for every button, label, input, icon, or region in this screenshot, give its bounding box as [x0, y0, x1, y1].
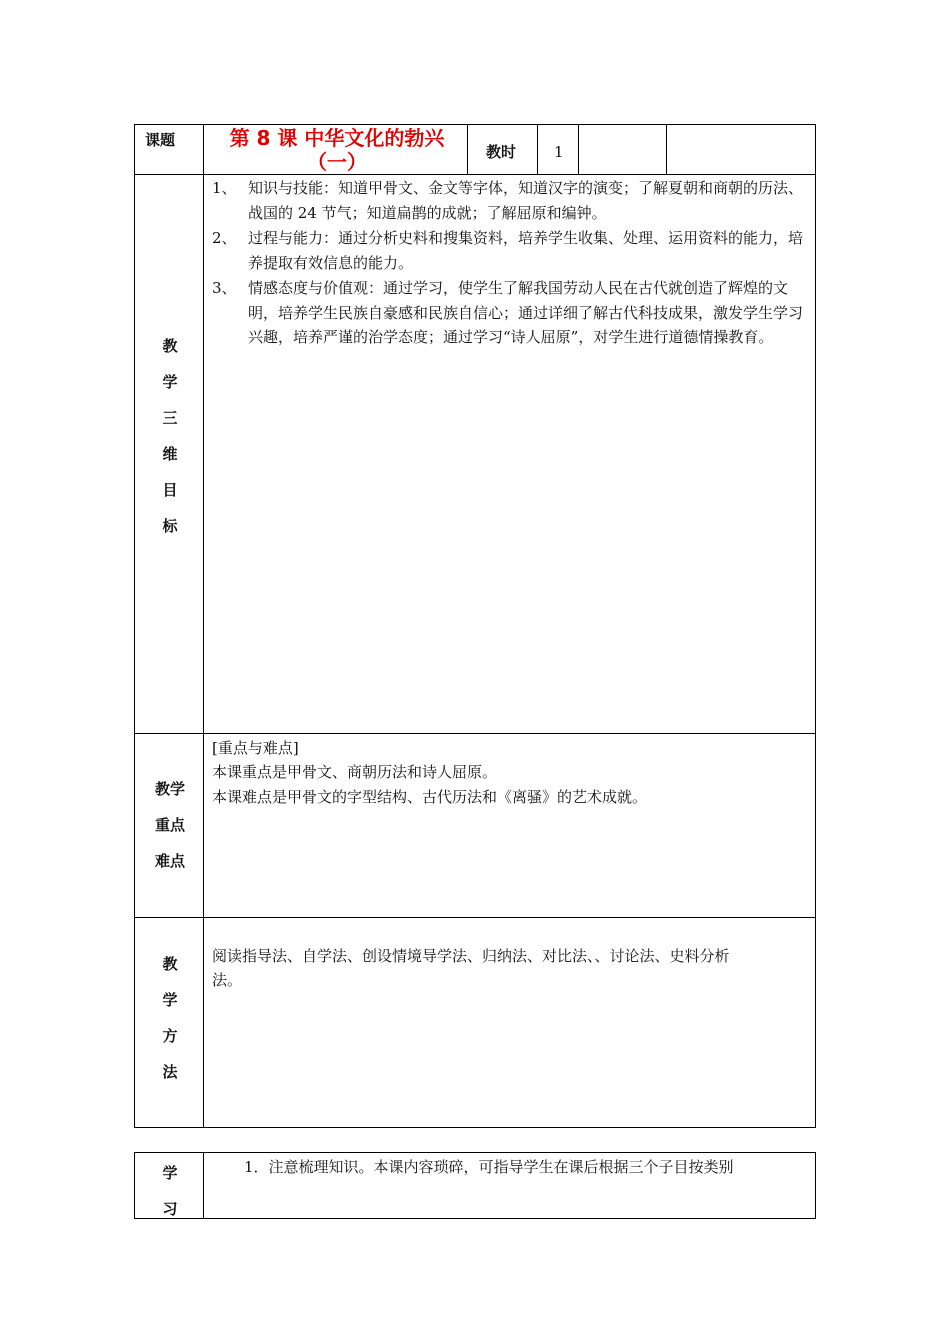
key-points-label: [137, 771, 203, 879]
table-border: [134, 1218, 816, 1219]
study-label: [137, 1155, 203, 1227]
goal-text: 过程与能力：通过分析史料和搜集资料，培养学生收集、处理、运用资料的能力，培养提取有效信息的能力。: [248, 229, 804, 272]
goal-text: 知识与技能：知道甲骨文、金文等字体，知道汉字的演变；了解夏朝和商朝的历法、战国的 24 节气；知道扁鹊的成就；了解屈原和编钟。: [248, 179, 804, 222]
key-points-heading: [重点与难点]: [212, 739, 299, 757]
methods-label: [137, 946, 203, 1090]
table-border: [134, 1152, 135, 1219]
key-points-label-line: 难点: [154, 852, 185, 870]
table-border: [134, 1152, 816, 1153]
goal-number: 1、: [212, 179, 237, 197]
table-border: [578, 124, 579, 175]
goals-label-char: 标: [162, 517, 178, 535]
goal-text: 情感态度与价值观：通过学习，使学生了解我国劳动人民在古代就创造了辉煌的文明，培养学生民族自豪感和民族自信心；通过详细了解古代科技成果，激发学生学习兴趣，培养严谨的治学态度；通过学习“诗人屈原”，对学生进行道德情操教育。: [248, 279, 804, 346]
key-points-label-line: 重点: [154, 816, 185, 834]
table-border: [134, 733, 816, 734]
table-border: [203, 124, 204, 1128]
goal-item: [212, 276, 816, 350]
goal-number: 3、: [212, 279, 237, 297]
methods-text-line1: 阅读指导法、自学法、创设情境导学法、归纳法、对比法、、讨论法、史料分析: [212, 947, 730, 965]
study-text-line1: 1．注意梳理知识。本课内容琐碎，可指导学生在课后根据三个子目按类别: [244, 1158, 734, 1176]
table-border: [134, 1127, 816, 1128]
study-label-char: 习: [162, 1200, 178, 1218]
methods-label-char: 学: [162, 991, 178, 1009]
lesson-title-line2: （一）: [307, 150, 367, 174]
table-border: [537, 124, 538, 175]
methods-text-line2: 法。: [212, 971, 243, 989]
methods-label-char: 法: [162, 1063, 178, 1081]
lesson-title-line1: 第 8 课 中华文化的勃兴: [229, 126, 445, 150]
goal-item: [212, 176, 816, 225]
methods-label-char: 教: [162, 955, 178, 973]
table-border: [134, 917, 816, 918]
key-points-text: 本课重点是甲骨文、商朝历法和诗人屈原。: [212, 763, 498, 781]
difficulty-text: 本课难点是甲骨文的字型结构、古代历法和《离骚》的艺术成就。: [212, 788, 648, 806]
table-border: [134, 174, 816, 175]
table-border: [134, 124, 135, 1128]
goal-item: [212, 226, 816, 275]
topic-label: 课题: [145, 131, 176, 149]
goals-label-char: 教: [162, 337, 178, 355]
table-border: [134, 124, 816, 125]
goal-number: 2、: [212, 229, 237, 247]
table-border: [815, 1152, 816, 1219]
table-border: [203, 1152, 204, 1219]
goals-label-char: 学: [162, 373, 178, 391]
goals-label: [137, 328, 203, 544]
methods-label-char: 方: [162, 1027, 178, 1045]
goals-label-char: 三: [162, 409, 178, 427]
goals-label-char: 维: [162, 445, 178, 463]
hours-value: 1: [554, 143, 564, 161]
hours-label: 教时: [486, 143, 517, 161]
key-points-label-line: 教学: [154, 780, 185, 798]
study-label-char: 学: [162, 1164, 178, 1182]
lesson-title: [206, 126, 468, 174]
goals-label-char: 目: [162, 481, 178, 499]
table-border: [666, 124, 667, 175]
